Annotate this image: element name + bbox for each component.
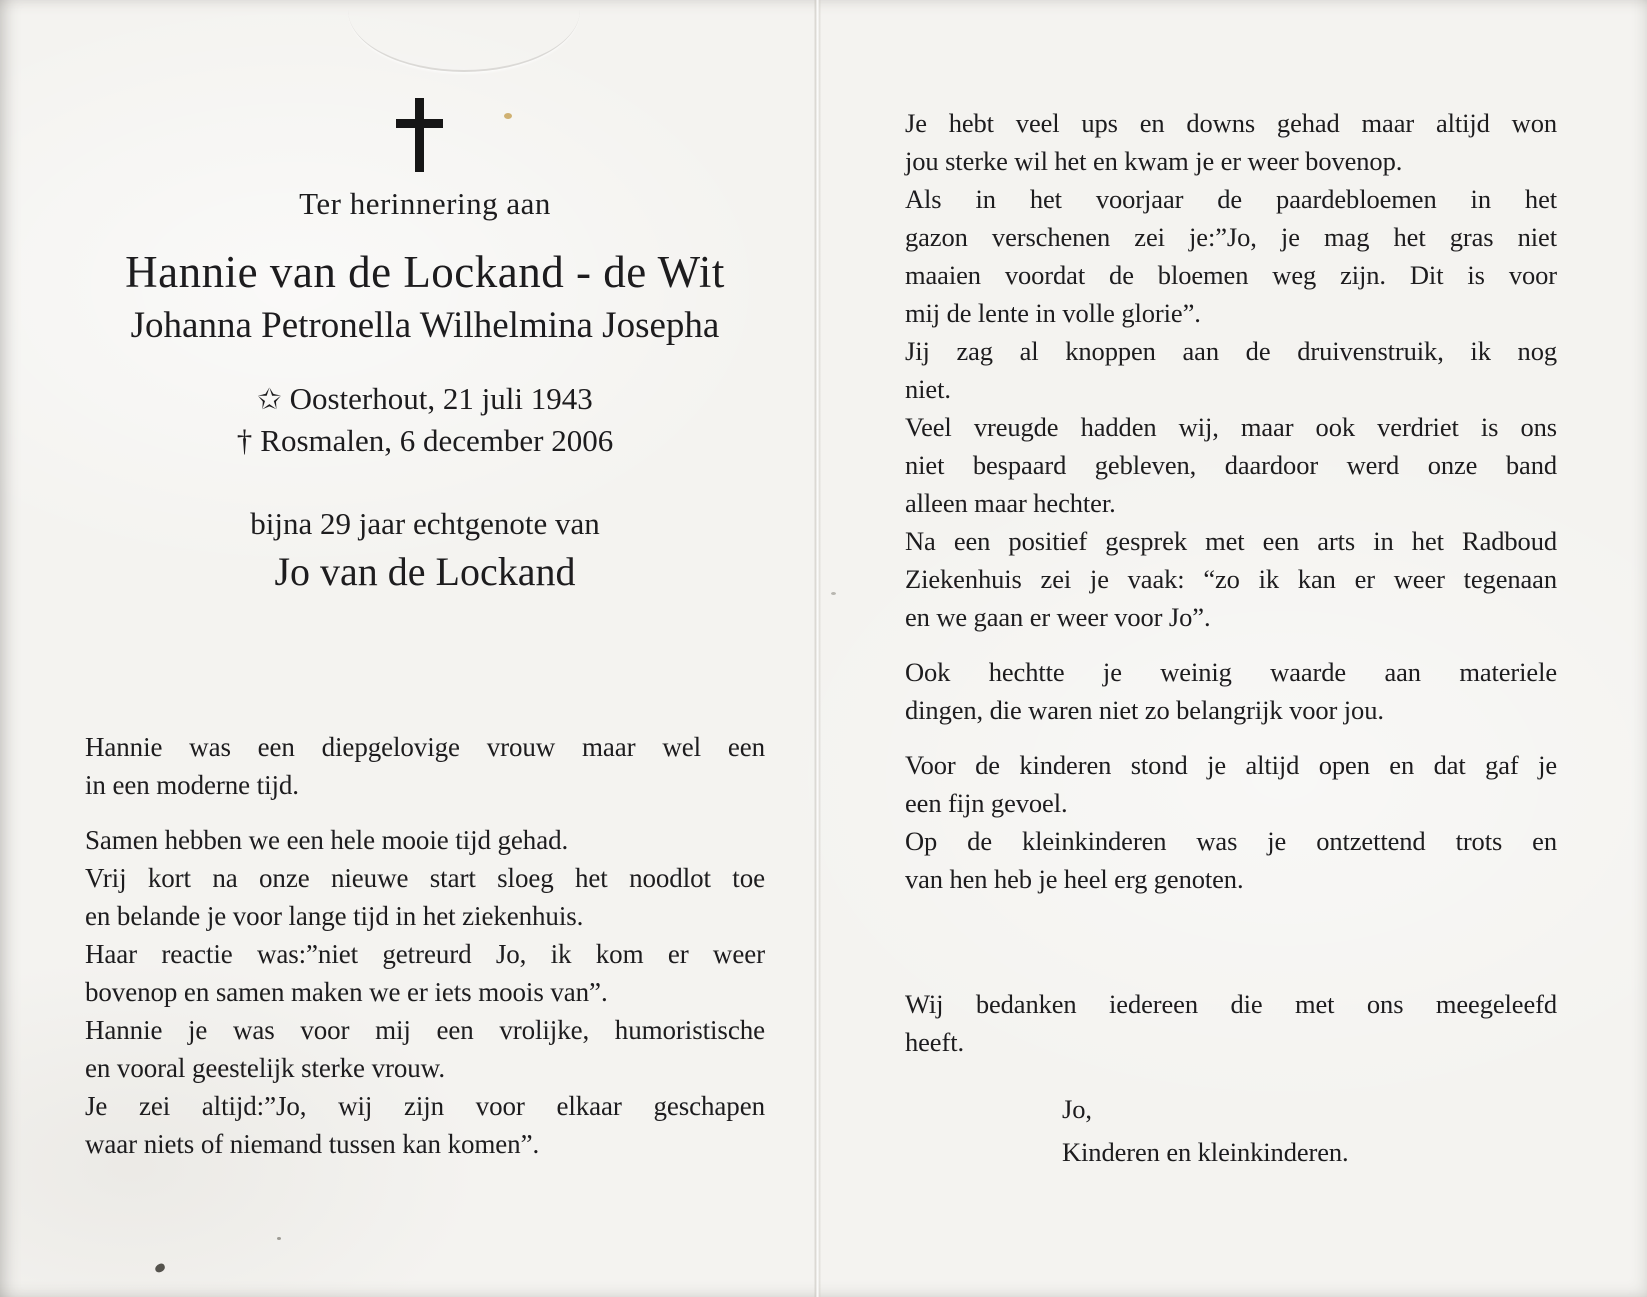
center-fold-crease [814,0,821,1297]
text-line: Op de kleinkinderen was je ontzettend trots en [905,826,1557,856]
baptismal-names: Johanna Petronella Wilhelmina Josepha [130,305,720,346]
right-page [905,0,1557,1297]
text-line: Veel vreugde hadden wij, maar ook verdriet is ons [905,412,1557,442]
text-line: Je hebt veel ups en downs gehad maar altijd won [905,108,1557,138]
text-line: gazon verschenen zei je:”Jo, je mag het gras niet [905,222,1557,252]
text-line: waar niets of niemand tussen kan komen”. [85,1129,540,1159]
text-line: van hen heb je heel erg genoten. [905,864,1244,894]
text-line: Kinderen en kleinkinderen. [1062,1137,1349,1167]
birth-star-icon: ✩ [257,382,282,416]
text-line: Samen hebben we een hele mooie tijd gehad. [85,825,569,855]
memorial-phrase: Ter herinnering aan [299,186,551,221]
birth-line [85,378,765,420]
paper-speck [831,592,836,595]
text-line: niet bespaard gebleven, daardoor werd onze band [905,450,1557,480]
text-line: heeft. [905,1027,964,1057]
text-line: Wij bedanken iedereen die met ons meegeleefd [905,989,1557,1019]
text-line: Haar reactie was:”niet getreurd Jo, ik kom er weer [85,939,765,969]
text-line: en vooral geestelijk sterke vrouw. [85,1053,445,1083]
text-line: in een moderne tijd. [85,770,299,800]
text-line: dingen, die waren niet zo belangrijk voor jou. [905,695,1384,725]
birth-place-date: Oosterhout, 21 juli 1943 [289,381,593,416]
text-line: maaien voordat de bloemen weg zijn. Dit is voor [905,260,1557,290]
deceased-name: Hannie van de Lockand - de Wit [125,247,725,297]
text-line: Voor de kinderen stond je altijd open en dat gaf je [905,750,1557,780]
text-line: niet. [905,374,951,404]
closing-text [905,985,1557,1061]
life-dates [85,378,765,461]
dagger-icon: † [236,423,253,458]
text-line: Jij zag al knoppen aan de druivenstruik, ik nog [905,336,1557,366]
text-line: Jo, [1062,1094,1092,1124]
death-line [85,420,765,461]
text-line: en we gaan er weer voor Jo”. [905,602,1211,632]
left-page [85,0,765,1297]
text-line: en belande je voor lange tijd in het ziekenhuis. [85,901,584,931]
text-line: Na een positief gesprek met een arts in het Radboud [905,526,1557,556]
signature [905,1088,1557,1174]
text-line: een fijn gevoel. [905,788,1068,818]
left-body-text [85,728,765,1163]
text-line: jou sterke wil het en kwam je er weer bovenop. [905,146,1403,176]
death-place-date: Rosmalen, 6 december 2006 [260,423,614,458]
text-line: Ziekenhuis zei je vaak: “zo ik kan er weer tegenaan [905,564,1557,594]
text-line: Hannie je was voor mij een vrolijke, humoristische [85,1015,765,1045]
right-body-text [905,104,1557,898]
spouse-name: Jo van de Lockand [274,549,576,594]
text-line: Als in het voorjaar de paardebloemen in het [905,184,1557,214]
marriage-duration: bijna 29 jaar echtgenote van [250,506,600,541]
text-line: alleen maar hechter. [905,488,1116,518]
text-line: Ook hechtte je weinig waarde aan materiele [905,657,1557,687]
text-line: Vrij kort na onze nieuwe start sloeg het noodlot toe [85,863,765,893]
text-line: bovenop en samen maken we er iets moois van”. [85,977,608,1007]
text-line: Hannie was een diepgelovige vrouw maar wel een [85,732,765,762]
text-line: mij de lente in volle glorie”. [905,298,1201,328]
text-line: Je zei altijd:”Jo, wij zijn voor elkaar geschapen [85,1091,765,1121]
